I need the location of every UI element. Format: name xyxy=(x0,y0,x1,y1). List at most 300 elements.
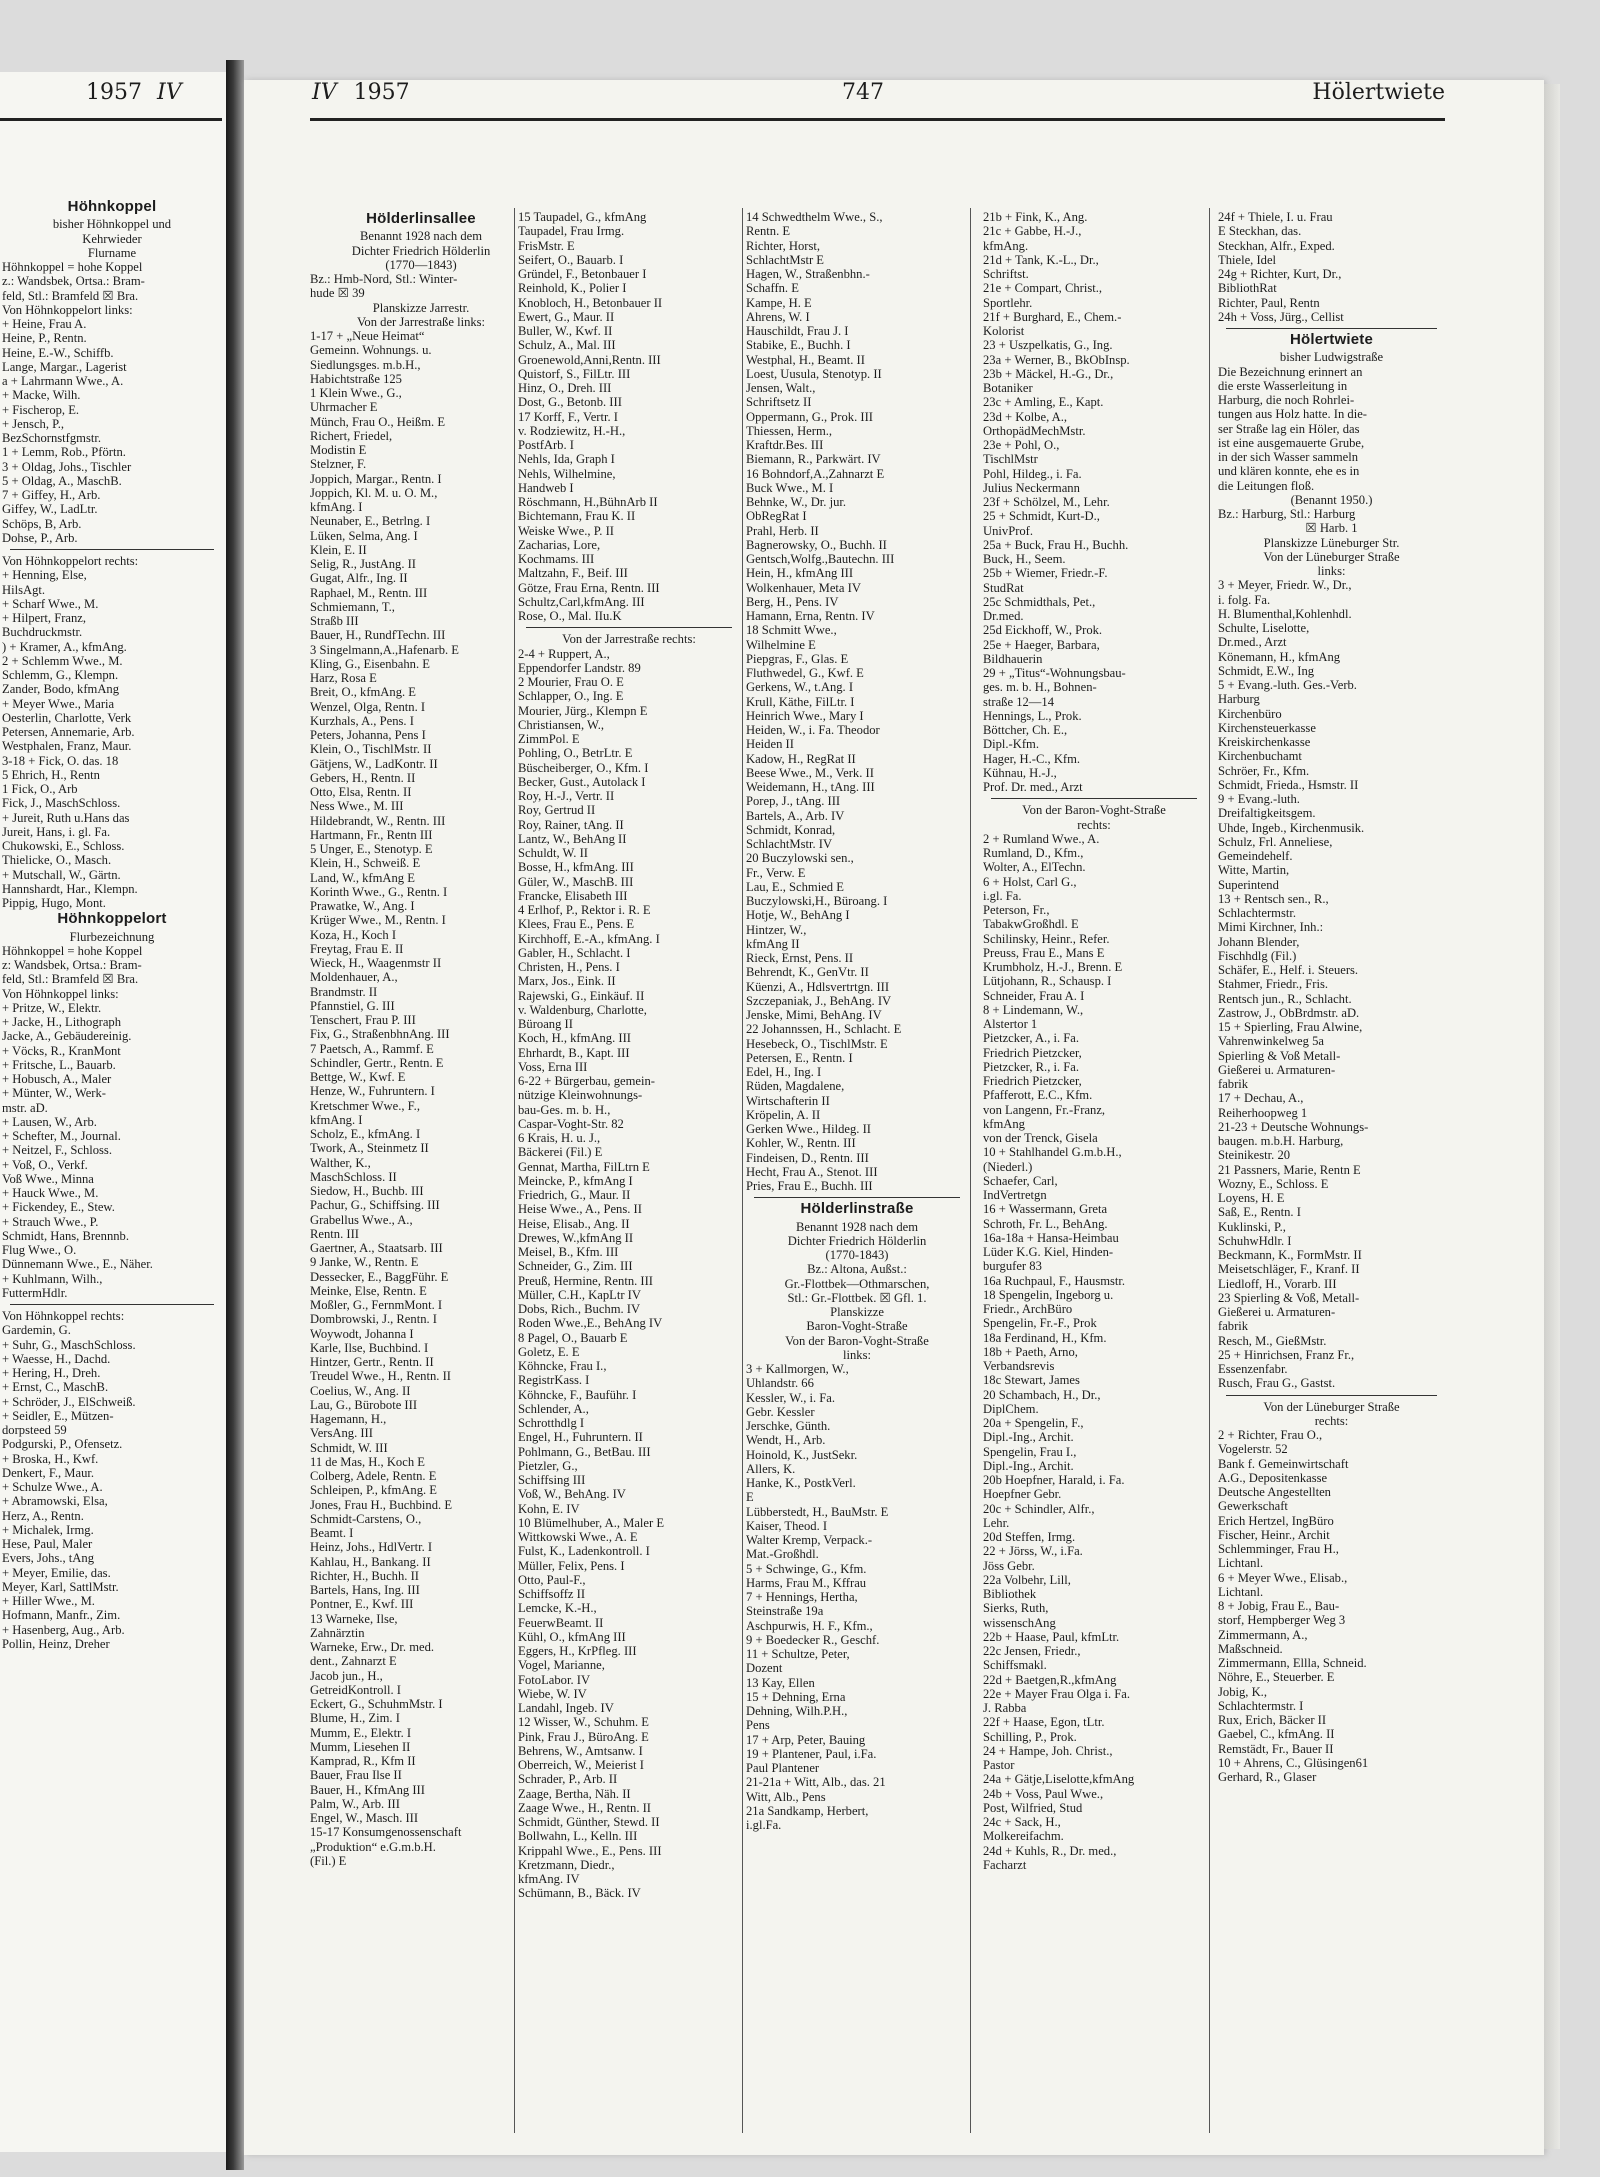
directory-entry: + Hering, H., Dreh. xyxy=(2,1366,101,1380)
directory-entry: Rusch, Frau G., Gastst. xyxy=(1218,1376,1336,1391)
directory-entry: Habichtstraße 125 xyxy=(310,371,402,386)
directory-entry: + Waesse, H., Dachd. xyxy=(2,1351,111,1366)
directory-entry: i.gl. Fa. xyxy=(983,888,1022,903)
directory-entry: Peters, Johanna, Pens I xyxy=(310,728,426,742)
directory-entry: Deutsche Angestellten xyxy=(1218,1485,1331,1499)
directory-entry: Colberg, Adele, Rentn. E xyxy=(310,1469,437,1483)
directory-entry: 21e + Compart, Christ., xyxy=(983,281,1103,296)
left-header-year: 1957 xyxy=(86,80,142,105)
directory-entry: 7 + Hennings, Hertha, xyxy=(746,1590,858,1604)
street-note: Stl.: Gr.-Flottbek. ☒ Gfl. 1. xyxy=(787,1290,927,1305)
directory-entry: Roy, Rainer, tAng. II xyxy=(518,817,624,832)
directory-entry: die Leitungen floß. xyxy=(1218,478,1315,493)
directory-entry: Schriftsetz II xyxy=(746,395,812,410)
directory-entry: Koza, H., Koch I xyxy=(310,927,397,942)
directory-entry: Rentn. E xyxy=(746,224,791,239)
directory-entry: Pfannstiel, G. III xyxy=(310,998,395,1013)
column-divider xyxy=(514,208,515,2133)
directory-entry: TischlMstr xyxy=(983,452,1038,467)
directory-entry: 23a + Werner, B., BkObInsp. xyxy=(983,352,1130,367)
directory-entry: 25 + Schmidt, Kurt-D., xyxy=(983,509,1100,524)
directory-entry: Marx, Jos., Eink. II xyxy=(518,974,616,989)
directory-entry: Zaage Wwe., H., Rentn. II xyxy=(518,1800,652,1815)
directory-entry: Schlender, A., xyxy=(518,1401,589,1416)
directory-entry: Pink, Frau J., BüroAng. E xyxy=(518,1729,649,1744)
directory-entry: + Münter, W., Werk- xyxy=(2,1086,106,1101)
directory-entry: + Fritsche, L., Bauarb. xyxy=(2,1057,116,1072)
directory-entry: Dünnemann Wwe., E., Näher. xyxy=(2,1257,153,1272)
directory-entry: Hintzer, W., xyxy=(746,922,807,937)
directory-entry: Peterson, Fr., xyxy=(983,903,1050,917)
directory-entry: Drewes, W.,kfmAng II xyxy=(518,1230,634,1245)
directory-entry: 19 + Plantener, Paul, i.Fa. xyxy=(746,1746,877,1761)
directory-entry: 13 + Rentsch sen., R., xyxy=(1218,891,1329,906)
directory-entry: 24 + Hampe, Joh. Christ., xyxy=(983,1743,1113,1758)
directory-entry: 23e + Pohl, O., xyxy=(983,438,1060,452)
directory-entry: Hagen, W., Straßenbhn.- xyxy=(746,267,870,281)
directory-entry: + Hilpert, Franz, xyxy=(2,611,87,625)
left-header-roman: IV xyxy=(157,80,182,105)
street-heading: Höhnkoppelort xyxy=(57,912,167,927)
directory-entry: TabakwGroßhdl. E xyxy=(983,917,1079,932)
directory-entry: Von Höhnkoppel links: xyxy=(2,986,119,1001)
directory-entry: 1 Klein Wwe., G., xyxy=(310,386,402,400)
directory-entry: ZimmPol. E xyxy=(518,732,580,746)
directory-entry: Schaffn. E xyxy=(746,281,799,296)
street-note: Von der Baron-Voght-Straße xyxy=(785,1333,929,1348)
directory-entry: 21a Sandkamp, Herbert, xyxy=(746,1803,869,1818)
directory-entry: Scholz, E., kfmAng. I xyxy=(310,1127,421,1141)
directory-entry: Schlachtermstr. xyxy=(1218,906,1296,920)
directory-entry: SchlachtMstr E xyxy=(746,252,824,267)
directory-entry: Dreifaltigkeitsgem. xyxy=(1218,806,1316,821)
directory-entry: Pohl, Hildeg., i. Fa. xyxy=(983,466,1082,481)
street-note: Baron-Voght-Straße xyxy=(806,1319,908,1334)
directory-entry: Schriftst. xyxy=(983,267,1029,281)
directory-entry: Gründel, F., Betonbauer I xyxy=(518,267,647,281)
street-note: (Benannt 1950.) xyxy=(1290,492,1373,507)
directory-entry: Voß, W., BehAng. IV xyxy=(518,1487,626,1502)
directory-entry: + Abramowski, Elsa, xyxy=(2,1494,108,1509)
directory-entry: kfmAng xyxy=(983,1116,1025,1131)
directory-entry: Uhrmacher E xyxy=(310,400,378,415)
directory-entry: Höhnkoppel = hohe Koppel xyxy=(2,260,143,274)
directory-entry: A.G., Depositenkasse xyxy=(1218,1470,1328,1485)
directory-entry: + Hauck Wwe., M. xyxy=(2,1186,99,1200)
directory-entry: Herz, A., Rentn. xyxy=(2,1508,84,1523)
directory-entry: Mat.-Großhdl. xyxy=(746,1547,819,1562)
directory-entry: 24f + Thiele, I. u. Frau xyxy=(1218,210,1333,224)
directory-entry: 20 Schambach, H., Dr., xyxy=(983,1387,1101,1402)
directory-entry: Bz.: Hmb-Nord, Stl.: Winter- xyxy=(310,272,458,286)
directory-entry: Prof. Dr. med., Arzt xyxy=(983,780,1083,794)
directory-entry: Blume, H., Zim. I xyxy=(310,1711,400,1726)
directory-entry: + Seidler, E., Mützen- xyxy=(2,1408,114,1423)
directory-entry: 16 Bohndorf,A.,Zahnarzt E xyxy=(746,466,885,481)
directory-entry: 23 + Uszpelkatis, G., Ing. xyxy=(983,338,1113,353)
directory-entry: Buck Wwe., M. I xyxy=(746,480,834,495)
directory-entry: Thiessen, Herm., xyxy=(746,423,833,438)
directory-entry: 20a + Spengelin, F., xyxy=(983,1416,1084,1430)
directory-entry: Wolkenhauer, Meta IV xyxy=(746,580,861,595)
directory-entry: + Schulze Wwe., A. xyxy=(2,1480,103,1494)
directory-entry: Zimmermann, Ellla, Schneid. xyxy=(1218,1656,1367,1670)
directory-entry: Preuß, Hermine, Rentn. III xyxy=(518,1273,653,1288)
directory-entry: Spierling & Voß Metall- xyxy=(1218,1048,1341,1063)
directory-entry: Dr.med., Arzt xyxy=(1218,635,1287,650)
directory-entry: Dessecker, E., BaggFühr. E xyxy=(310,1269,449,1284)
directory-entry: Schmidt, Günther, Stewd. II xyxy=(518,1815,660,1829)
directory-entry: Rüden, Magdalene, xyxy=(746,1079,845,1094)
directory-entry: 3 + Meyer, Friedr. W., Dr., xyxy=(1218,578,1352,593)
directory-entry: Zander, Bodo, kfmAng xyxy=(2,682,120,697)
directory-entry: Küenzi, A., Hdlsvertrtgn. III xyxy=(746,979,890,994)
directory-entry: Schilinsky, Heinr., Refer. xyxy=(983,931,1110,946)
directory-entry: Hannshardt, Har., Klempn. xyxy=(2,881,138,896)
directory-entry: Westphal, H., Beamt. II xyxy=(746,352,865,367)
directory-entry: Von Höhnkoppelort rechts: xyxy=(2,554,139,568)
directory-entry: Post, Wilfried, Stud xyxy=(983,1800,1083,1815)
directory-entry: Fix, G., StraßenbhnAng. III xyxy=(310,1027,450,1042)
directory-entry: Bäckerei (Fil.) E xyxy=(518,1145,603,1160)
directory-entry: Nöhre, E., Steuerber. E xyxy=(1218,1670,1335,1685)
street-note: ☒ Harb. 1 xyxy=(1305,521,1358,536)
directory-entry: Kühl, O., kfmAng III xyxy=(518,1629,626,1644)
directory-entry: Quistorf, S., FilLtr. III xyxy=(518,366,631,381)
directory-entry: Hotje, W., BehAng I xyxy=(746,908,850,923)
directory-entry: + Hobusch, A., Maler xyxy=(2,1072,112,1086)
directory-entry: Meisel, B., Kfm. III xyxy=(518,1245,619,1259)
directory-entry: Schmidt, W. III xyxy=(310,1440,388,1455)
directory-entry: 21c + Gabbe, H.-J., xyxy=(983,224,1082,239)
directory-entry: Reinhold, K., Polier I xyxy=(518,281,627,296)
directory-entry: Voß Wwe., Minna xyxy=(2,1171,94,1186)
directory-entry: Kaiser, Theod. I xyxy=(746,1518,828,1533)
directory-entry: Lau, G., Bürobote III xyxy=(310,1397,418,1412)
directory-entry: Fick, J., MaschSchloss. xyxy=(2,796,121,811)
directory-entry: Joppich, Margar., Rentn. I xyxy=(310,471,442,486)
directory-entry: Heine, P., Rentn. xyxy=(2,331,87,346)
directory-entry: 5 + Oldag, A., MaschB. xyxy=(2,473,122,488)
directory-entry: mstr. aD. xyxy=(2,1100,48,1115)
directory-entry: 23c + Amling, E., Kapt. xyxy=(983,395,1104,410)
directory-entry: + Suhr, G., MaschSchloss. xyxy=(2,1337,136,1352)
directory-entry: Bagnerowsky, O., Buchh. II xyxy=(746,537,887,552)
directory-entry: Nehls, Ida, Graph I xyxy=(518,452,615,467)
directory-entry: Landahl, Ingeb. IV xyxy=(518,1701,614,1715)
directory-entry: Weiske Wwe., P. II xyxy=(518,523,614,538)
directory-entry: Aschpurwis, H. F., Kfm., xyxy=(746,1618,873,1633)
directory-entry: OrthopädMechMstr. xyxy=(983,423,1086,438)
directory-entry: Korinth Wwe., G., Rentn. I xyxy=(310,884,448,899)
section-rule xyxy=(1226,328,1437,329)
street-note: Kehrwieder xyxy=(82,231,142,246)
street-note: Planskizze Jarrestr. xyxy=(372,300,470,315)
directory-entry: Pietzcker, A., i. Fa. xyxy=(983,1031,1080,1046)
street-note: Benannt 1928 nach dem xyxy=(795,1219,919,1234)
directory-entry: Walter Kremp, Verpack.- xyxy=(746,1533,873,1547)
street-note: (1770—1843) xyxy=(385,257,457,272)
directory-entry: Porep, J., tAng. III xyxy=(746,794,841,809)
directory-entry: Wenzel, Olga, Rentn. I xyxy=(310,699,426,714)
directory-entry: 24h + Voss, Jürg., Cellist xyxy=(1218,309,1344,324)
column-divider xyxy=(970,208,971,2133)
directory-entry: Bauer, H., KfmAng III xyxy=(310,1782,425,1797)
directory-entry: Gemeindehelf. xyxy=(1218,849,1293,863)
directory-entry: von der Trenck, Gisela xyxy=(983,1131,1098,1145)
directory-entry: 17 Korff, F., Vertr. I xyxy=(518,409,618,424)
directory-entry: Twork, A., Steinmetz II xyxy=(310,1141,429,1156)
directory-entry: + Jacke, H., Lithograph xyxy=(2,1015,122,1029)
directory-entry: Berg, H., Pens. IV xyxy=(746,594,839,609)
directory-entry: 22 Johannssen, H., Schlacht. E xyxy=(746,1022,902,1037)
directory-entry: 3 + Oldag, Johs., Tischler xyxy=(2,459,132,474)
directory-entry: Schilling, P., Prok. xyxy=(983,1729,1077,1744)
directory-entry: + Neitzel, F., Schloss. xyxy=(2,1143,112,1158)
directory-entry: 22e + Mayer Frau Olga i. Fa. xyxy=(983,1686,1130,1701)
directory-entry: Bildhauerin xyxy=(983,651,1043,666)
directory-entry: Thielicke, O., Masch. xyxy=(2,853,112,868)
directory-entry: Mumm, Liesehen II xyxy=(310,1739,411,1754)
directory-entry: Caspar-Voght-Str. 82 xyxy=(518,1116,624,1131)
directory-entry: 12 Wisser, W., Schuhm. E xyxy=(518,1715,649,1730)
directory-entry: IndVertretgn xyxy=(983,1188,1047,1202)
directory-entry: Richter, H., Buchh. II xyxy=(310,1568,419,1583)
directory-entry: „Produktion“ e.G.m.b.H. xyxy=(310,1839,436,1854)
directory-entry: Roy, H.-J., Vertr. II xyxy=(518,789,615,803)
directory-entry: Schulz, A., Mal. III xyxy=(518,338,616,353)
directory-entry: Straßb III xyxy=(310,614,359,628)
running-head-street: Hölertwiete xyxy=(1312,80,1445,105)
directory-entry: 5 Unger, E., Stenotyp. E xyxy=(310,842,433,856)
directory-entry: + Macke, Wilh. xyxy=(2,388,81,403)
directory-entry: Lichtanl. xyxy=(1218,1584,1264,1599)
column-4 xyxy=(983,210,1205,2130)
directory-entry: Schneider, G., Zim. III xyxy=(518,1259,633,1274)
directory-entry: Dohse, P., Arb. xyxy=(2,530,78,545)
directory-entry: GetreidKontroll. I xyxy=(310,1682,401,1697)
directory-entry: Wilhelmine E xyxy=(746,637,816,652)
directory-entry: Von Höhnkoppelort links: xyxy=(2,302,133,317)
directory-entry: Jenske, Mimi, BehAng. IV xyxy=(746,1008,882,1022)
directory-entry: Schiffsoffz II xyxy=(518,1587,586,1601)
directory-entry: Richter, Horst, xyxy=(746,238,820,253)
directory-entry: ges. m. b. H., Bohnen- xyxy=(983,680,1097,695)
directory-entry: Saß, E., Rentn. I xyxy=(1218,1205,1301,1220)
section-rule xyxy=(1226,1395,1437,1396)
directory-entry: 8 + Lindemann, W., xyxy=(983,1002,1084,1017)
directory-entry: + Kuhlmann, Wilh., xyxy=(2,1271,103,1286)
directory-entry: 2 Mourier, Frau O. E xyxy=(518,675,624,689)
directory-entry: 8 + Jobig, Frau E., Bau- xyxy=(1218,1599,1340,1613)
directory-entry: 21-21a + Witt, Alb., das. 21 xyxy=(746,1775,886,1790)
directory-entry: Klein, H., Schweiß. E xyxy=(310,856,421,871)
street-note: bisher Höhnkoppel und xyxy=(52,217,172,232)
directory-entry: 7 + Giffey, H., Arb. xyxy=(2,488,101,502)
directory-entry: Kretschmer Wwe., F., xyxy=(310,1098,420,1113)
directory-entry: Stabike, E., Buchh. I xyxy=(746,338,851,353)
directory-entry: Hauschildt, Frau J. I xyxy=(746,324,849,338)
directory-entry: Wittkowski Wwe., A. E xyxy=(518,1530,638,1544)
directory-entry: Pachur, G., Schiffsing. III xyxy=(310,1198,440,1213)
directory-entry: Böttcher, Ch. E., xyxy=(983,723,1068,737)
directory-entry: 22a Volbehr, Lill, xyxy=(983,1572,1071,1587)
directory-entry: 23d + Kolbe, A., xyxy=(983,409,1068,424)
directory-entry: dorpsteed 59 xyxy=(2,1423,67,1437)
directory-entry: Schäfer, E., Helf. i. Steuers. xyxy=(1218,963,1359,977)
directory-entry: Spengelin, Fr.-F., Prok xyxy=(983,1316,1097,1331)
directory-entry: Kreiskirchenkasse xyxy=(1218,735,1311,749)
directory-entry: Steinikestr. 20 xyxy=(1218,1148,1291,1163)
directory-entry: Treudel Wwe., H., Rentn. II xyxy=(310,1369,451,1384)
directory-entry: 20b Hoepfner, Harald, i. Fa. xyxy=(983,1473,1125,1487)
street-note: Planskizze Lüneburger Str. xyxy=(1263,535,1400,550)
directory-entry: Groenewold,Anni,Rentn. III xyxy=(518,352,661,367)
directory-entry: Kirchenbuchamt xyxy=(1218,749,1302,764)
directory-entry: 25d Eickhoff, W., Prok. xyxy=(983,623,1103,638)
directory-entry: 11 + Schultze, Peter, xyxy=(746,1647,850,1661)
directory-entry: + Jureit, Ruth u.Hans das xyxy=(2,810,130,825)
directory-entry: 21b + Fink, K., Ang. xyxy=(983,210,1088,224)
directory-entry: 1-17 + „Neue Heimat“ xyxy=(310,329,425,343)
directory-entry: Ehrhardt, B., Kapt. III xyxy=(518,1045,630,1060)
directory-entry: Dr.med. xyxy=(983,609,1024,623)
directory-entry: Hildebrandt, W., Rentn. III xyxy=(310,813,446,828)
directory-entry: Jobig, K., xyxy=(1218,1684,1267,1699)
directory-entry: Pries, Frau E., Buchh. III xyxy=(746,1179,873,1193)
directory-entry: Meyer, Karl, SattlMstr. xyxy=(2,1579,119,1594)
directory-entry: Kühnau, H.-J., xyxy=(983,765,1057,780)
directory-entry: 1 Fick, O., Arb xyxy=(2,782,78,796)
directory-entry: Vogelerstr. 52 xyxy=(1218,1442,1288,1457)
column-3 xyxy=(746,210,968,2130)
directory-entry: Kahlau, H., Bankang. II xyxy=(310,1554,431,1569)
directory-entry: 20c + Schindler, Alfr., xyxy=(983,1501,1095,1516)
directory-entry: HilsAgt. xyxy=(2,582,46,597)
directory-entry: 9 + Boedecker R., Geschf. xyxy=(746,1632,880,1647)
directory-entry: Neunaber, E., Betrlng. I xyxy=(310,514,431,529)
directory-entry: Mumm, E., Elektr. I xyxy=(310,1725,412,1740)
directory-entry: Lütjohann, R., Schausp. I xyxy=(983,974,1112,989)
directory-entry: Knobloch, H., Betonbauer II xyxy=(518,295,663,310)
directory-entry: Dipl.-Ing., Archit. xyxy=(983,1458,1074,1473)
directory-entry: Hartmann, Fr., Rentn III xyxy=(310,827,433,842)
directory-entry: kfmAng. I xyxy=(310,1112,363,1127)
directory-entry: 20d Steffen, Irmg. xyxy=(983,1530,1076,1544)
directory-entry: Eckert, G., SchuhmMstr. I xyxy=(310,1697,443,1711)
directory-entry: Taupadel, Frau Irmg. xyxy=(518,224,625,239)
directory-entry: E xyxy=(746,1490,754,1505)
directory-entry: Kirchhoff, E.-A., kfmAng. I xyxy=(518,931,660,946)
directory-entry: Zastrow, J., ObBrdmstr. aD. xyxy=(1218,1005,1360,1020)
directory-entry: die erste Wasserleitung in xyxy=(1218,378,1348,393)
directory-entry: Friedrich Pietzcker, xyxy=(983,1074,1082,1088)
directory-entry: i.gl.Fa. xyxy=(746,1818,782,1832)
directory-entry: Erich Hertzel, IngBüro xyxy=(1218,1513,1334,1528)
directory-entry: Kretzmann, Diedr., xyxy=(518,1857,615,1872)
directory-entry: Gerken Wwe., Hildeg. II xyxy=(746,1122,871,1136)
directory-entry: Botaniker xyxy=(983,381,1033,395)
directory-entry: Voss, Erna III xyxy=(518,1059,588,1074)
directory-entry: Heine, E.-W., Schiffb. xyxy=(2,345,114,360)
directory-entry: Piepgras, F., Glas. E xyxy=(746,651,849,666)
street-note: Flurname xyxy=(87,245,137,260)
directory-entry: Gemeinn. Wohnungs. u. xyxy=(310,343,432,358)
directory-entry: Schröer, Fr., Kfm. xyxy=(1218,763,1310,778)
directory-entry: Beamt. I xyxy=(310,1526,354,1540)
directory-entry: Seifert, O., Bauarb. I xyxy=(518,252,624,267)
directory-entry: Thiele, Idel xyxy=(1218,252,1277,267)
directory-entry: (Niederl.) xyxy=(983,1159,1033,1174)
directory-entry: Reiherhoopweg 1 xyxy=(1218,1105,1308,1120)
directory-entry: Kampe, H. E xyxy=(746,295,812,310)
directory-entry: nützige Kleinwohnungs- xyxy=(518,1088,643,1103)
directory-entry: + Mutschall, W., Gärtn. xyxy=(2,867,121,882)
directory-entry: Fischer, Heinr., Archit xyxy=(1218,1527,1330,1542)
directory-entry: 11 de Mas, H., Koch E xyxy=(310,1454,425,1469)
directory-entry: Pietzcker, R., i. Fa. xyxy=(983,1059,1080,1074)
directory-entry: Gießerei u. Armaturen- xyxy=(1218,1305,1336,1319)
directory-entry: FotoLabor. IV xyxy=(518,1672,591,1687)
directory-entry: Jacke, A., Gebäudereinig. xyxy=(2,1029,132,1044)
directory-entry: 22c Jensen, Friedr., xyxy=(983,1644,1081,1658)
directory-entry: Witte, Martin, xyxy=(1218,863,1290,878)
directory-entry: Klein, O., TischlMstr. II xyxy=(310,742,432,757)
directory-entry: a + Lahrmann Wwe., A. xyxy=(2,374,124,388)
directory-entry: Schmidt, E.W., Ing xyxy=(1218,663,1315,678)
street-heading: Hölderlinstraße xyxy=(800,1202,914,1217)
directory-entry: Goletz, E. E xyxy=(518,1344,580,1359)
directory-entry: Köhncke, F., Bauführ. I xyxy=(518,1387,637,1402)
right-header-roman: IV xyxy=(312,80,337,105)
directory-entry: Bauer, Frau Ilse II xyxy=(310,1768,402,1783)
directory-entry: Jureit, Hans, i. gl. Fa. xyxy=(2,824,111,839)
directory-entry: Ewert, G., Maur. II xyxy=(518,309,615,324)
directory-entry: Zacharias, Lore, xyxy=(518,537,601,552)
directory-entry: SchlachtMstr. IV xyxy=(746,837,833,851)
directory-entry: Bibliothek xyxy=(983,1587,1037,1601)
directory-entry: Otto, Paul-F., xyxy=(518,1572,586,1587)
directory-entry: 15 + Dehning, Erna xyxy=(746,1689,846,1704)
directory-entry: + Jensch, P., xyxy=(2,416,65,431)
directory-entry: 10 Blümelhuber, A., Maler E xyxy=(518,1515,665,1530)
directory-entry: Essenzenfabr. xyxy=(1218,1362,1288,1376)
directory-entry: Schlapper, O., Ing. E xyxy=(518,689,624,704)
directory-entry: Lemcke, K.-H., xyxy=(518,1601,597,1616)
directory-entry: ser Straße lag ein Höler, das xyxy=(1218,421,1360,436)
directory-entry: Pontner, E., Kwf. III xyxy=(310,1597,414,1612)
directory-entry: Beese Wwe., M., Verk. II xyxy=(746,765,874,780)
directory-entry: Uhlandstr. 66 xyxy=(746,1376,814,1391)
directory-entry: Giffey, W., LadLtr. xyxy=(2,502,98,517)
directory-entry: Christiansen, W., xyxy=(518,717,605,732)
directory-entry: Engel, H., Fuhruntern. II xyxy=(518,1430,643,1445)
directory-entry: Otto, Elsa, Rentn. II xyxy=(310,785,412,799)
directory-entry: Meisetschläger, F., Kranf. II xyxy=(1218,1262,1360,1277)
directory-entry: z.: Wandsbek, Ortsa.: Bram- xyxy=(2,274,145,289)
directory-entry: 16a Ruchpaul, F., Hausmstr. xyxy=(983,1273,1126,1288)
directory-entry: Schleipen, P., kfmAng. E xyxy=(310,1483,437,1498)
directory-entry: 13 Kay, Ellen xyxy=(746,1675,815,1690)
directory-entry: Krumbholz, H.-J., Brenn. E xyxy=(983,960,1123,974)
directory-entry: Schneider, Frau A. I xyxy=(983,988,1085,1003)
directory-entry: Petersen, E., Rentn. I xyxy=(746,1050,853,1065)
directory-entry: Walther, K., xyxy=(310,1155,371,1170)
directory-entry: + Hiller Wwe., M. xyxy=(2,1594,95,1608)
directory-entry: Jensen, Walt., xyxy=(746,381,816,395)
directory-entry: Schindler, Gertr., Rentn. E xyxy=(310,1055,444,1070)
directory-entry: Kurzhals, A., Pens. I xyxy=(310,713,414,728)
